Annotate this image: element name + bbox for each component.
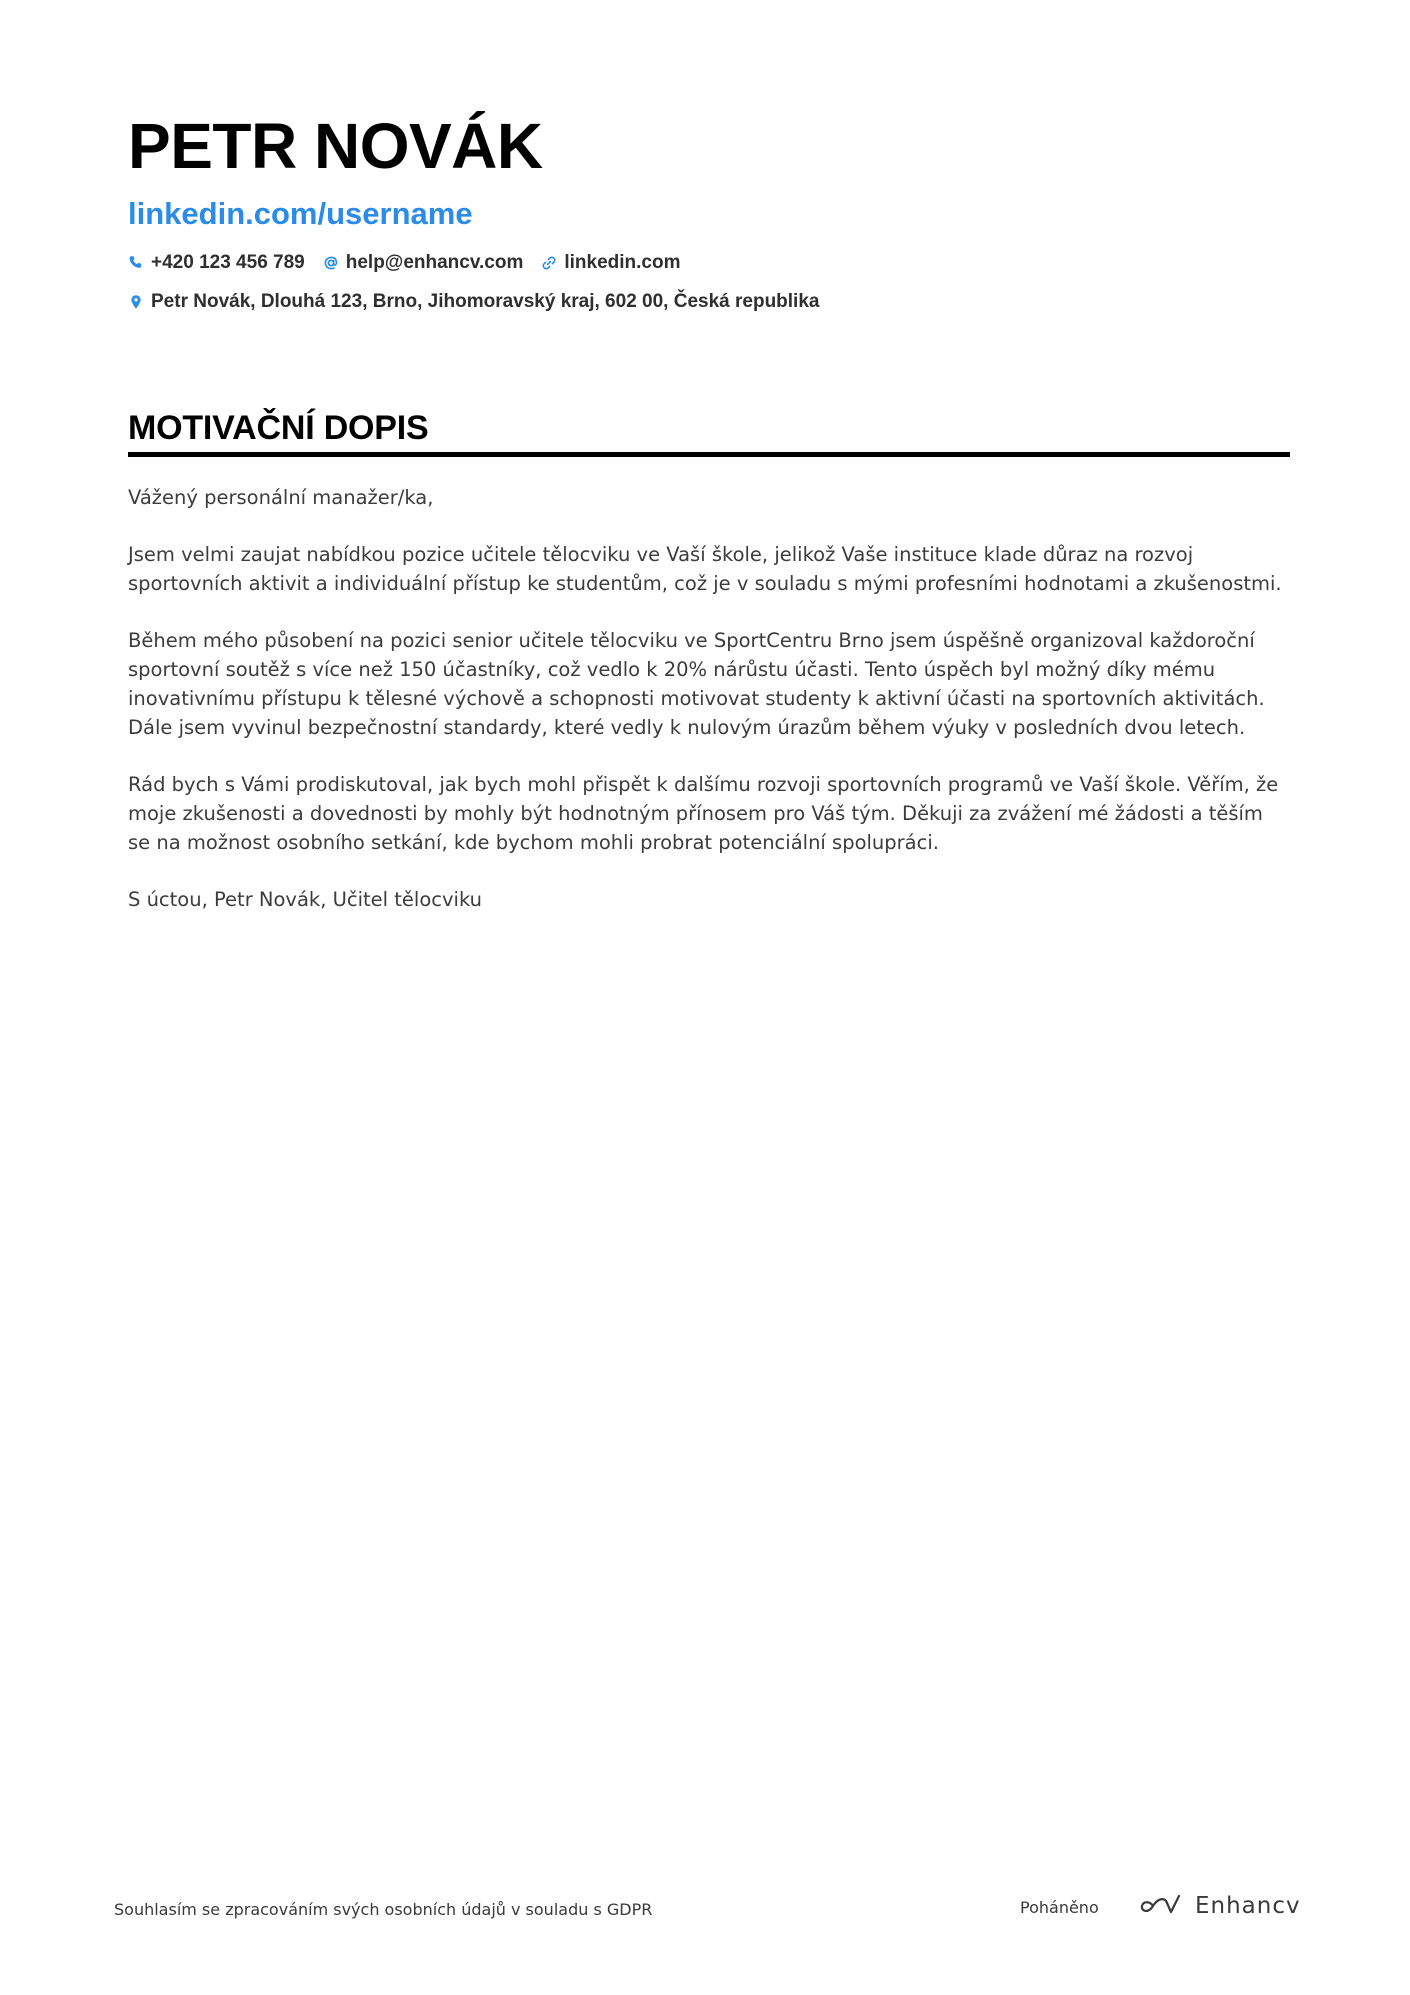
contact-address bbox=[128, 289, 819, 315]
letter-paragraph: Rád bych s Vámi prodiskutoval, jak bych mohl přispět k dalšímu rozvoji sportovních programů ve Vaší škole. Věřím, že moje zkušenosti a dovednosti by mohly být hodnotným přínosem pro Váš tým. Děkuji za zvážení mé žádosti a těším se na možnost osobního setkání, kde bychom mohli probrat potenciální spolupráci. bbox=[128, 773, 1279, 854]
brand-name: Enhancv bbox=[1195, 1893, 1301, 1919]
contact-row bbox=[128, 250, 1288, 276]
contact-website[interactable] bbox=[541, 250, 680, 276]
contact-email[interactable] bbox=[323, 250, 524, 276]
email-text: help@enhancv.com bbox=[345, 252, 524, 273]
brand-link[interactable] bbox=[1139, 1892, 1301, 1920]
section-title: MOTIVAČNÍ DOPIS bbox=[128, 408, 1290, 457]
map-pin-icon bbox=[128, 294, 144, 310]
cover-letter-section bbox=[128, 408, 1290, 942]
candidate-name: PETR NOVÁK bbox=[128, 110, 543, 182]
letter-greeting: Vážený personální manažer/ka, bbox=[128, 486, 434, 509]
header bbox=[128, 108, 1288, 315]
phone-icon bbox=[128, 255, 144, 271]
letter-paragraph: Jsem velmi zaujat nabídkou pozice učitele tělocviku ve Vaší škole, jelikož Vaše instituce klade důraz na rozvoj sportovních aktivit a individuální přístup ke studentům, což je v souladu s mými profesními hodnotami a zkušenostmi. bbox=[128, 543, 1282, 595]
letter-closing: S úctou, Petr Novák, Učitel tělocviku bbox=[128, 888, 482, 911]
headline-link[interactable]: linkedin.com/username bbox=[128, 196, 473, 231]
contact-phone[interactable] bbox=[128, 250, 305, 276]
at-icon bbox=[323, 255, 339, 271]
website-text: linkedin.com bbox=[564, 252, 681, 273]
gdpr-consent-text: Souhlasím se zpracováním svých osobních údajů v souladu s GDPR bbox=[114, 1900, 653, 1919]
letter-body bbox=[128, 483, 1290, 914]
enhancv-logo-icon bbox=[1139, 1892, 1183, 1920]
address-text: Petr Novák, Dlouhá 123, Brno, Jihomoravský kraj, 602 00, Česká republika bbox=[151, 291, 820, 312]
footer bbox=[114, 1890, 1301, 1930]
link-icon bbox=[541, 255, 557, 271]
phone-text: +420 123 456 789 bbox=[151, 252, 305, 273]
letter-paragraph: Během mého působení na pozici senior učitele tělocviku ve SportCentru Brno jsem úspěšně organizoval každoroční sportovní soutěž s více než 150 účastníky, což vedlo k 20% nárůstu účasti. Tento úspěch byl možný díky mému inovativnímu přístupu k tělesné výchově a schopnosti motivovat studenty k aktivní účasti na sportovních aktivitách. Dále jsem vyvinul bezpečnostní standardy, které vedly k nulovým úrazům během výuky v posledních dvou letech. bbox=[128, 629, 1265, 739]
contact-row bbox=[128, 289, 1288, 315]
powered-by-label: Poháněno bbox=[1020, 1898, 1099, 1917]
